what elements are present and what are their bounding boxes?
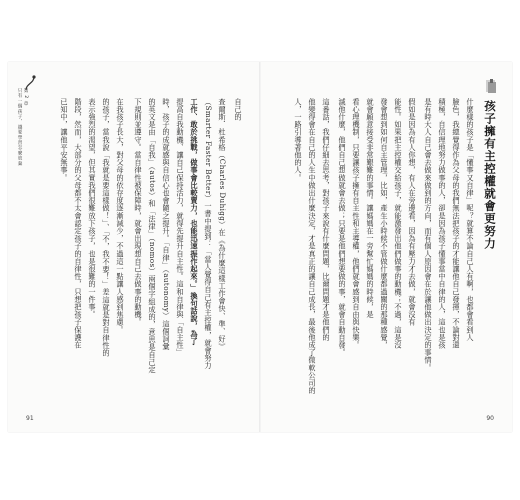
- text-column: 積極，自信理地努力做事的人，卻是因為孩子懂事當中自律的人，這也是孩: [438, 98, 447, 349]
- text-column: 時，孩子的成就感與自信心也會隨之提升。「自律」（autonomy）這個詞彙: [162, 98, 171, 351]
- text-column: 能性。如果把主控權交給孩子，就能激發出他們做事的動機；不過，這是沒: [394, 98, 403, 349]
- chapter-title: 只有一個孩子，越要學習怎麼放棄: [17, 88, 22, 166]
- text-column: 查爾斯．杜希格（Charles Duhigg）在《為什麼這樣工作會快、準、好》: [218, 98, 227, 351]
- left-page: [8, 62, 260, 432]
- text-column: 提高自我動機、讓自己保持活力，就得先提升自主性。這和自律與「自主性」: [176, 98, 185, 357]
- text-column: 在我孩子長大，對父母的依存度逐漸減少，不過這一點讓人感到焦慮。: [116, 98, 125, 334]
- text-column: 發會想到如何自主管理，比如，產生小時候不管做什麼都過關的那種感覺，: [380, 98, 389, 349]
- text-column: 人，一路引導著他的人。: [294, 98, 303, 182]
- right-page: [260, 62, 512, 432]
- text-column: 滅他什麼，他們自己想做就會去做；只要是他們想要做的事，就會自動自發。: [338, 98, 347, 357]
- book-spread: [8, 62, 512, 432]
- page-number: 90: [486, 415, 494, 422]
- text-column: 已知中，讓他平安無事。: [60, 98, 69, 182]
- text-column: 臉色，我總覺得作為父母的我們無法把孩子的才能讓他自己發揮，不論對還: [452, 98, 461, 349]
- text-column: 階段，然而，大部分的父母都不太會認定孩子的自律性，只想把孩子保護在: [74, 98, 83, 349]
- text-column: 下規則並遵守。當自律性被保障時，就會出現想自己去做事的動機。: [134, 98, 143, 326]
- section-title: 孩子擁有主控權就會更努力: [483, 100, 497, 250]
- text-column: 表示強烈的渴望，但其實我們很難放下孩子，也是很難的一件事。: [88, 98, 97, 319]
- chapter-number: 第 2 章: [23, 88, 28, 107]
- text-column: 自己的: [234, 98, 243, 121]
- text-column: 的孩子，當我說「我就是要這樣做！」、「不，我不要！」差這就是對自律性的: [102, 98, 111, 357]
- text-column: 看心理機制，只要讓孩子擁有自主性和主導權，他們就會感到自由與快樂。: [352, 98, 361, 349]
- text-column: 他變得會在自己的人生中做出什麼決定，才是真正的讓自己成長，最後他成了微軟公司的: [308, 98, 317, 395]
- text-column: 的英文是由「自我」（autos）和「法律」（nomos）兩個字組成的，意思是自己定: [148, 98, 157, 375]
- text-column: 就會願意接受非常艱難的事情。讓媽媽在一旁幫忙媽媽的時候，是: [366, 98, 375, 319]
- text-column: 是有時大人自己會去做來做到的方向，而有個人原因會在於讓他做出決定的事情。: [424, 98, 433, 372]
- text-column: 假如是因為有人你想，有人在旁邊看，因為有壓力才去做，就會沒有: [408, 98, 417, 326]
- text-column: （Smarter Faster Better）一書中提到：「當人覺得自己有主控權，就會努力: [204, 98, 213, 370]
- book-icon: [484, 78, 498, 94]
- text-column: 這番話，我們仔細去思考，對孩子來說有什麼問題，比爾問題才是他們的: [322, 98, 331, 342]
- page-number: 91: [26, 415, 34, 422]
- running-header: [16, 88, 28, 166]
- text-column: 工作、敢於挑戰，做事會比較賣力，也能迅速振作起來。」換句話說，為了: [190, 98, 199, 346]
- text-column: 什麼樣的孩子是「懂事又自律」呢？就算不論自己人有啊，也都會看到人: [466, 98, 475, 342]
